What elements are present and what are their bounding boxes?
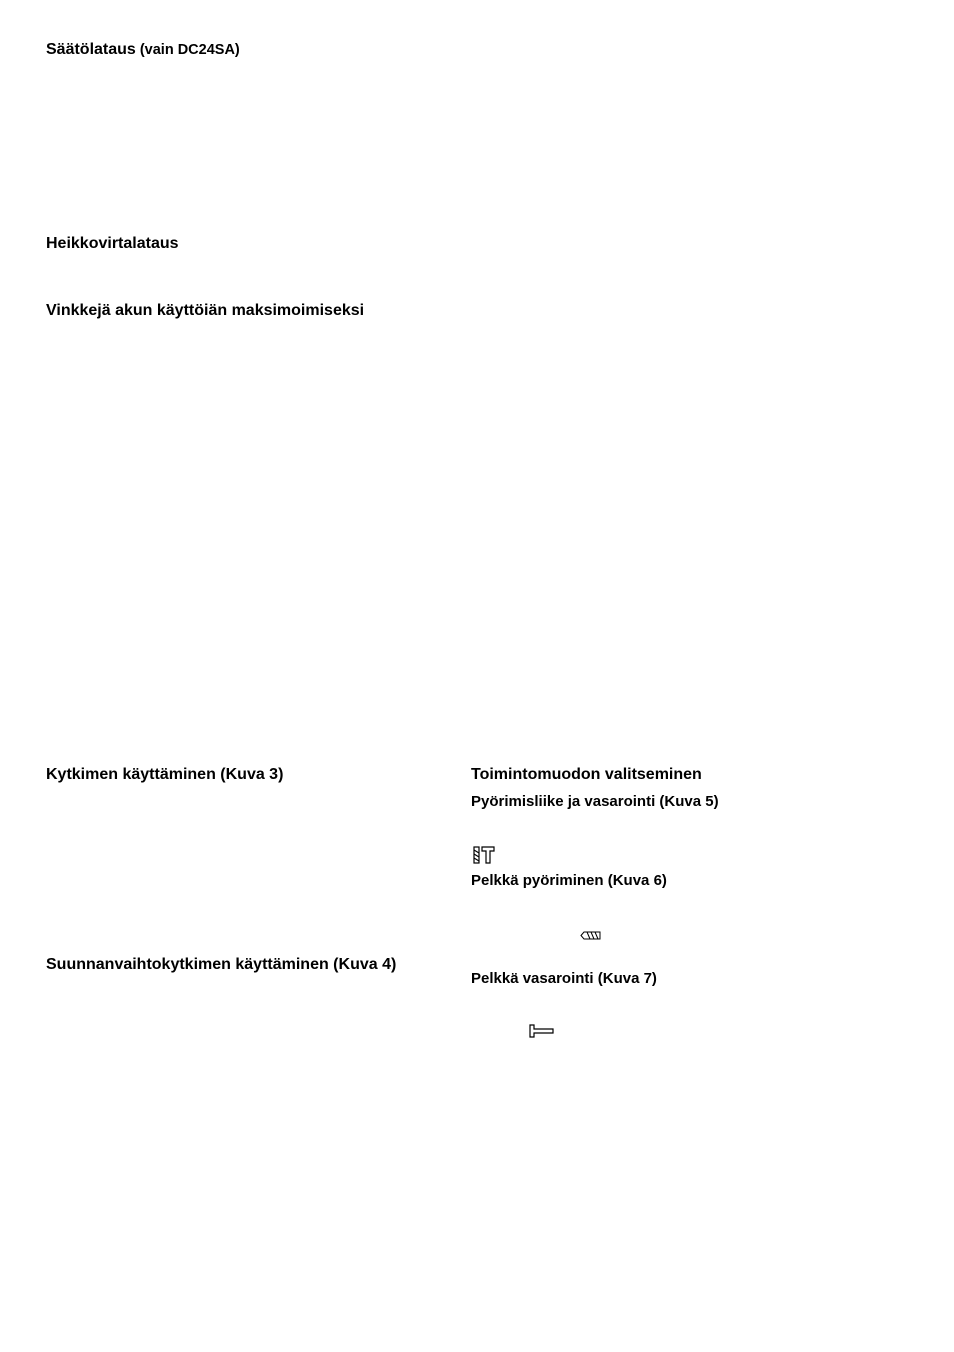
chisel-hammer-symbol-icon bbox=[529, 1024, 554, 1038]
heading-mode-selection: Toimintomuodon valitseminen bbox=[471, 766, 702, 783]
heading-hammering-only: Pelkkä vasarointi (Kuva 7) bbox=[471, 970, 657, 987]
heading-battery-life-tips: Vinkkejä akun käyttöiän maksimoimiseksi bbox=[46, 302, 365, 319]
heading-rotary-hammering: Pyörimisliike ja vasarointi (Kuva 5) bbox=[471, 793, 719, 810]
drill-bit-symbol-icon bbox=[580, 931, 601, 940]
heading-trickle-charging: Heikkovirtalataus bbox=[46, 235, 179, 252]
heading-rotation-only: Pelkkä pyöriminen (Kuva 6) bbox=[471, 872, 667, 889]
heading-regulated-charging bbox=[46, 42, 240, 58]
heading-switch-operation: Kytkimen käyttäminen (Kuva 3) bbox=[46, 766, 284, 783]
drill-hammer-symbol-icon bbox=[473, 846, 495, 864]
heading-regulated-charging-suffix: (vain DC24SA) bbox=[135, 42, 240, 58]
heading-reversing-switch: Suunnanvaihtokytkimen käyttäminen (Kuva 4) bbox=[46, 956, 397, 973]
heading-regulated-charging-main: Säätölataus bbox=[46, 41, 136, 58]
